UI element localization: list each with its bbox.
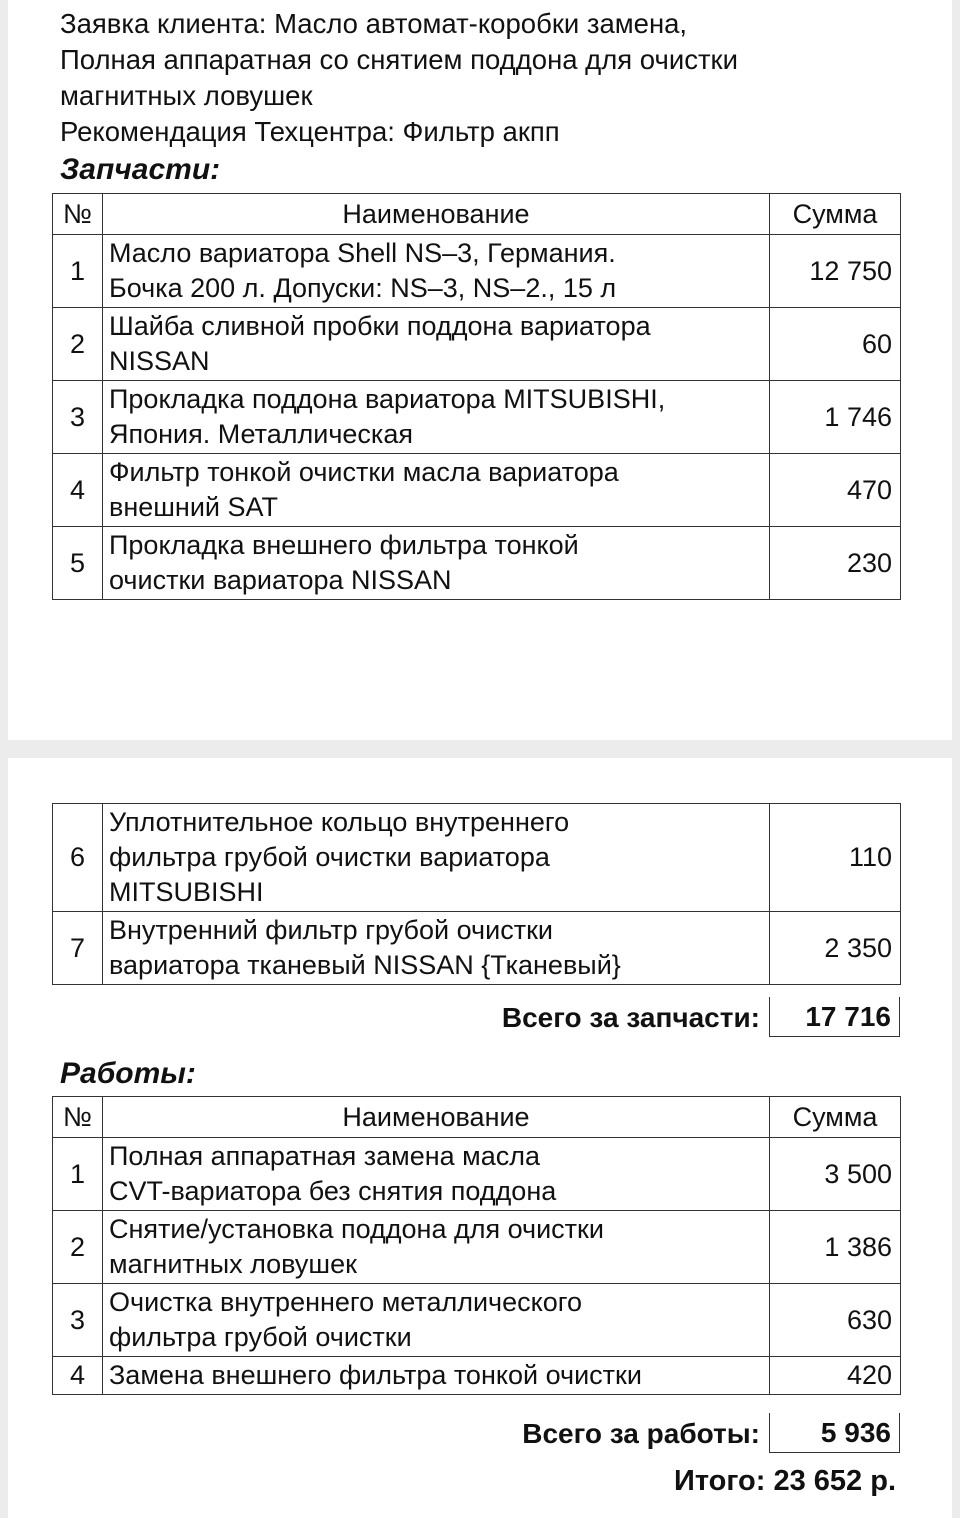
row-item-name [103,235,770,308]
works-table-body [53,1138,901,1395]
item-name-line: Масло вариатора Shell NS–3, Германия. [109,238,616,268]
parts-table [52,193,901,600]
works-total-row [52,1413,900,1455]
item-name-line: Шайба сливной пробки поддона вариатора [109,311,651,341]
column-header-number: № [53,194,103,235]
row-sum: 630 [770,1284,901,1357]
works-table [52,1096,901,1395]
item-name-line: Очистка внутреннего металлического [109,1287,583,1317]
item-name-line: Замена внешнего фильтра тонкой очистки [109,1360,642,1390]
item-name-line: NISSAN [109,346,210,376]
page-sheet-2 [8,758,952,1518]
row-item-name [103,1211,770,1284]
client-request-line-3: магнитных ловушек [60,80,313,111]
page-sheet-1 [8,0,952,740]
client-request-line-1: Заявка клиента: Масло автомат-коробки замена, [60,8,688,39]
row-item-name [103,454,770,527]
row-number: 5 [53,527,103,600]
table-row [53,804,901,912]
table-row [53,1284,901,1357]
row-item-name [103,1357,770,1395]
column-header-name: Наименование [103,1097,770,1138]
row-number: 2 [53,308,103,381]
item-name-line: Бочка 200 л. Допуски: NS–3, NS–2., 15 л [109,273,617,303]
table-row [53,1357,901,1395]
item-name-line: внешний SAT [109,492,279,522]
item-name-line: фильтра грубой очистки вариатора [109,842,550,872]
parts-section-title: Запчасти: [60,153,221,186]
row-number: 7 [53,912,103,985]
item-name-line: Япония. Металлическая [109,419,413,449]
table-row [53,527,901,600]
parts-total-value: 17 716 [769,997,900,1037]
row-item-name [103,381,770,454]
works-section-title: Работы: [60,1057,196,1090]
item-name-line: Фильтр тонкой очистки масла вариатора [109,457,619,487]
parts-table-body-continued [53,804,901,985]
table-row [53,308,901,381]
works-table-header [53,1097,901,1138]
row-number: 3 [53,381,103,454]
column-header-name: Наименование [103,194,770,235]
row-number: 1 [53,235,103,308]
row-item-name [103,527,770,600]
item-name-line: магнитных ловушек [109,1249,357,1279]
parts-table-header [53,194,901,235]
table-row [53,912,901,985]
client-request-line-2: Полная аппаратная со снятием поддона для очистки [60,44,738,75]
table-row [53,1138,901,1211]
row-sum: 230 [770,527,901,600]
item-name-line: CVT-вариатора без снятия поддона [109,1176,557,1206]
column-header-sum: Сумма [770,1097,901,1138]
item-name-line: Прокладка поддона вариатора MITSUBISHI, [109,384,666,414]
parts-total-row [52,997,900,1039]
item-name-line: фильтра грубой очистки [109,1322,412,1352]
row-sum: 60 [770,308,901,381]
row-number: 1 [53,1138,103,1211]
table-row [53,1211,901,1284]
row-item-name [103,804,770,912]
parts-table-body [53,235,901,600]
item-name-line: MITSUBISHI [109,877,264,907]
techcenter-recommendation: Рекомендация Техцентра: Фильтр акпп [60,116,560,147]
works-total-label: Всего за работы: [522,1418,760,1449]
table-row [53,235,901,308]
item-name-line: Снятие/установка поддона для очистки [109,1214,604,1244]
grand-total: Итого: 23 652 р. [673,1465,896,1497]
row-sum: 110 [770,804,901,912]
row-number: 6 [53,804,103,912]
item-name-line: Уплотнительное кольцо внутреннего [109,807,570,837]
item-name-line: Прокладка внешнего фильтра тонкой [109,530,579,560]
column-header-number: № [53,1097,103,1138]
row-number: 4 [53,454,103,527]
request-header [60,6,920,150]
item-name-line: Полная аппаратная замена масла [109,1141,541,1171]
row-item-name [103,1138,770,1211]
row-number: 4 [53,1357,103,1395]
row-sum: 470 [770,454,901,527]
parts-total-label: Всего за запчасти: [501,1002,760,1033]
table-row [53,454,901,527]
row-item-name [103,1284,770,1357]
item-name-line: Внутренний фильтр грубой очистки [109,915,553,945]
item-name-line: вариатора тканевый NISSAN {Тканевый} [109,950,621,980]
row-item-name [103,308,770,381]
works-total-value: 5 936 [769,1413,900,1453]
row-item-name [103,912,770,985]
row-sum: 1 746 [770,381,901,454]
row-sum: 12 750 [770,235,901,308]
row-sum: 420 [770,1357,901,1395]
row-sum: 3 500 [770,1138,901,1211]
row-sum: 1 386 [770,1211,901,1284]
item-name-line: очистки вариатора NISSAN [109,565,452,595]
column-header-sum: Сумма [770,194,901,235]
parts-table-continued [52,803,901,985]
row-sum: 2 350 [770,912,901,985]
table-row [53,381,901,454]
row-number: 3 [53,1284,103,1357]
row-number: 2 [53,1211,103,1284]
